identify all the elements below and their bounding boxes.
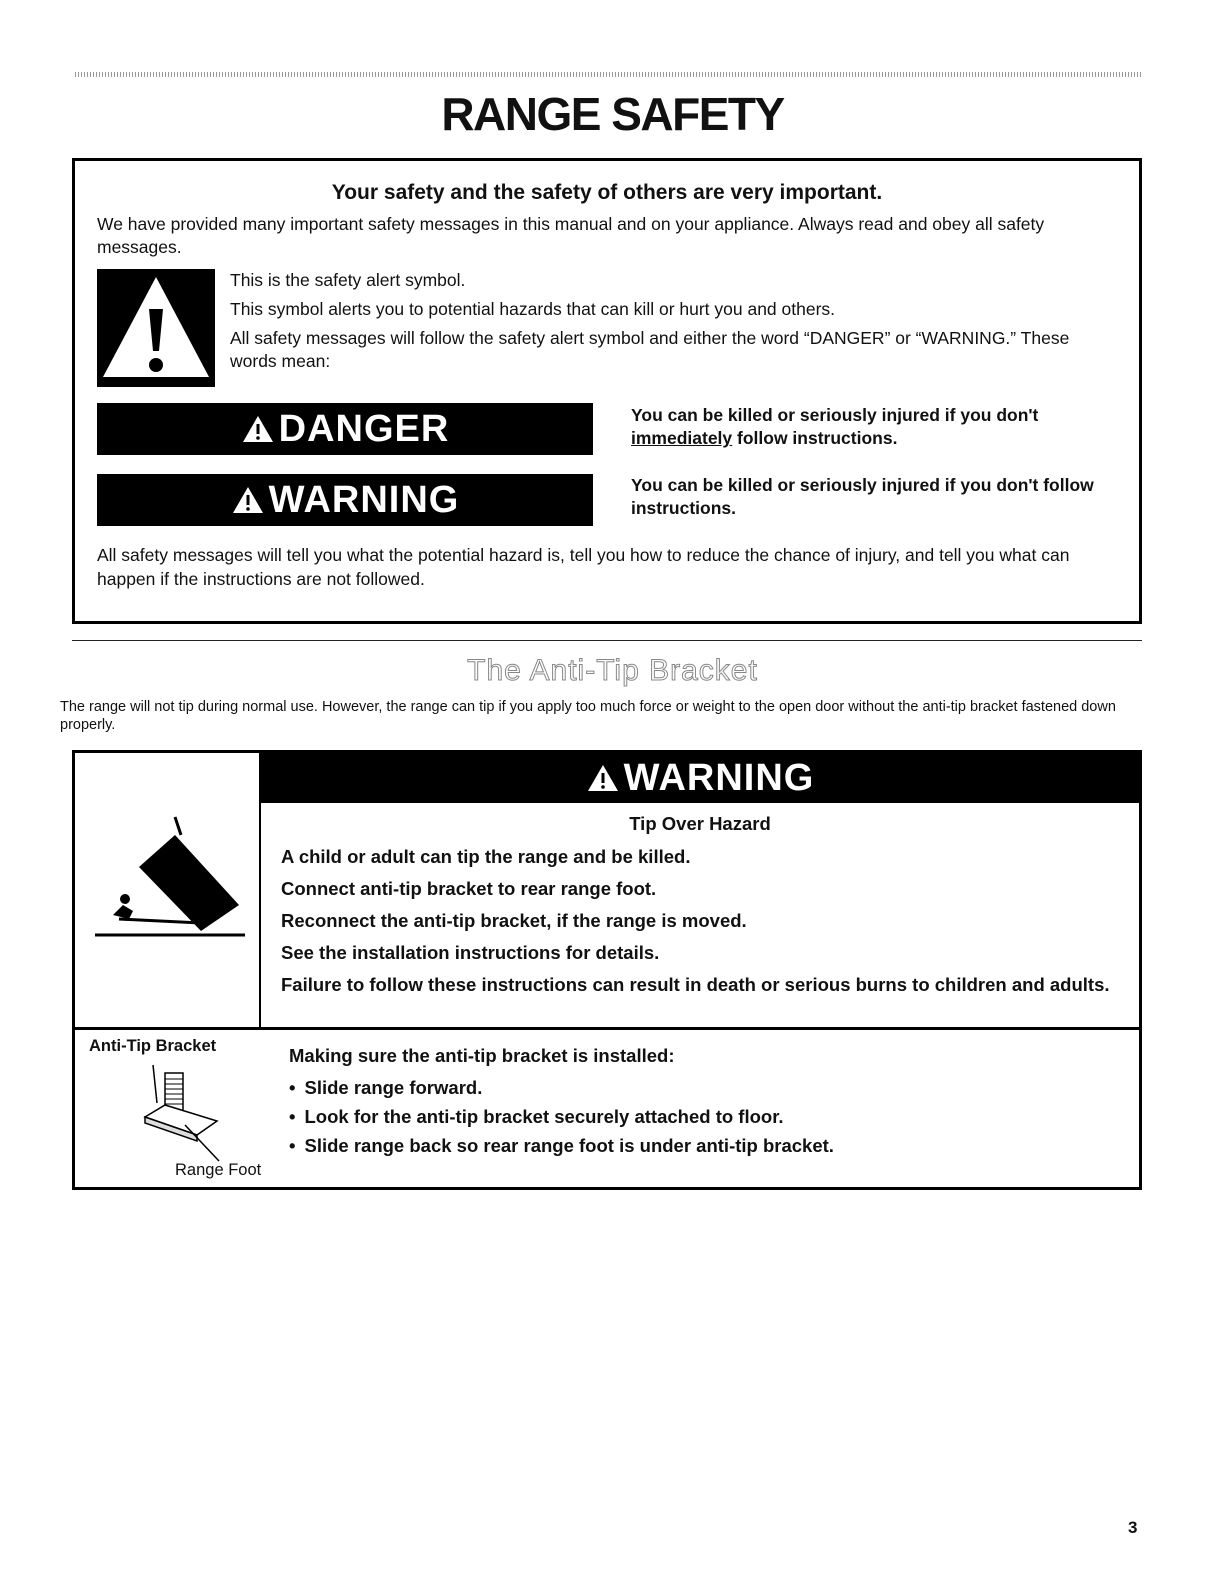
anti-tip-bracket-illustration xyxy=(135,1063,245,1163)
danger-text-pre: You can be killed or seriously injured if you don't xyxy=(631,405,1039,425)
list-item: • Look for the anti-tip bracket securely attached to floor. xyxy=(289,1102,1109,1131)
section-divider xyxy=(72,640,1142,641)
tipping-range-illustration xyxy=(89,813,249,943)
danger-meaning xyxy=(631,404,1121,450)
warning-label: WARNING xyxy=(268,479,460,521)
anti-tip-description: The range will not tip during normal use. However, the range can tip if you apply too much force or weight to the open door without the anti-tip bracket fastened down properly. xyxy=(60,699,1116,733)
warning-banner xyxy=(97,474,593,526)
intro-text: We have provided many important safety messages in this manual and on your appliance. Always read and obey all safety messages. xyxy=(97,214,1045,257)
alert-line: All safety messages will follow the safety alert symbol and either the word “DANGER” or “WARNING.” These words mean: xyxy=(230,328,1070,371)
top-dotted-rule xyxy=(75,72,1143,77)
hazard-line: A child or adult can tip the range and be killed. xyxy=(281,846,691,867)
page-title: RANGE SAFETY xyxy=(441,88,784,140)
warning-triangle-icon xyxy=(586,763,620,793)
install-check-list xyxy=(289,1073,1109,1160)
alert-line: This is the safety alert symbol. xyxy=(230,270,466,290)
list-item: • Slide range forward. xyxy=(289,1073,1109,1102)
alert-line: This symbol alerts you to potential hazards that can kill or hurt you and others. xyxy=(230,299,836,319)
warning-triangle-icon xyxy=(231,485,265,515)
range-foot-label: Range Foot xyxy=(175,1161,262,1179)
danger-text-post: follow instructions. xyxy=(732,428,898,448)
tip-warning-label: WARNING xyxy=(623,757,815,799)
intro-heading: Your safety and the safety of others are very important. xyxy=(331,181,883,204)
hazard-line: See the installation instructions for details. xyxy=(281,942,660,963)
alert-symbol-explanation xyxy=(230,269,1110,379)
hazard-instructions xyxy=(281,845,1121,1005)
danger-text-underlined: immediately xyxy=(631,428,733,448)
danger-banner xyxy=(97,403,593,455)
warning-meaning: You can be killed or seriously injured if you don't follow instructions. xyxy=(631,475,1094,518)
intro-footer-text: All safety messages will tell you what the potential hazard is, tell you how to reduce the chance of injury, and tell you what can happen if the instructions are not followed. xyxy=(97,545,1070,589)
anti-tip-bracket-label: Anti-Tip Bracket xyxy=(89,1037,217,1055)
tip-warning-banner xyxy=(261,753,1139,803)
list-item: • Slide range back so rear range foot is under anti-tip bracket. xyxy=(289,1131,1109,1160)
box-divider xyxy=(75,1027,1139,1030)
hazard-line: Connect anti-tip bracket to rear range foot. xyxy=(281,878,657,899)
safety-intro-box xyxy=(72,158,1142,624)
hazard-title: Tip Over Hazard xyxy=(629,813,771,834)
hazard-line: Failure to follow these instructions can result in death or serious burns to children and adults. xyxy=(281,974,1110,995)
danger-label: DANGER xyxy=(278,408,450,450)
anti-tip-section-title: The Anti-Tip Bracket xyxy=(467,654,758,687)
page-number: 3 xyxy=(1128,1518,1138,1537)
warning-triangle-icon xyxy=(241,414,275,444)
install-check-heading: Making sure the anti-tip bracket is installed: xyxy=(289,1045,675,1066)
anti-tip-warning-box xyxy=(72,750,1142,1190)
hazard-line: Reconnect the anti-tip bracket, if the range is moved. xyxy=(281,910,747,931)
safety-alert-symbol-icon xyxy=(97,269,215,387)
